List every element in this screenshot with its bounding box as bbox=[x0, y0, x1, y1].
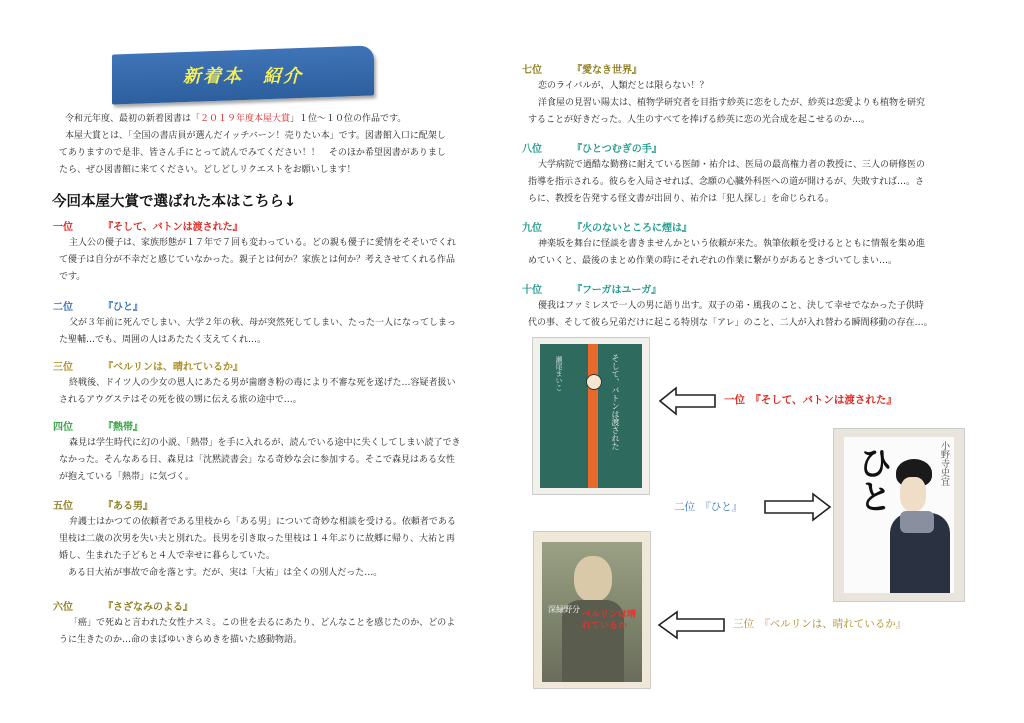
rank-7-title: 『愛なき世界』 bbox=[572, 65, 642, 76]
rank-6-pos: 六位 bbox=[53, 602, 73, 613]
book-2-figure-scarf bbox=[900, 511, 934, 533]
left-arrow-icon bbox=[658, 386, 718, 416]
book-3-figure-face bbox=[574, 556, 612, 602]
rank-4-desc bbox=[59, 435, 509, 486]
intro-line-1 bbox=[59, 111, 504, 128]
book-3-cover bbox=[542, 542, 642, 682]
rank-10-title: 『フーガはユーガ』 bbox=[572, 285, 662, 296]
rank-6-heading bbox=[53, 598, 193, 613]
rank-6-title: 『さざなみのよる』 bbox=[103, 602, 193, 613]
rank-8-pos: 八位 bbox=[522, 144, 542, 155]
intro-line1-a: 令和元年度、最初の新着図書は「 bbox=[65, 114, 201, 124]
rank-7-desc-line: 洋食屋の見習い陽太は、植物学研究者を目指す紗英に恋をしたが、紗英は恋愛よりも植物を研究 bbox=[538, 98, 926, 108]
rank-9-title: 『火のないところに煙は』 bbox=[572, 223, 692, 234]
book-1-label-title: 『そして、バトンは渡された』 bbox=[755, 394, 897, 406]
rank-4-desc-line: 森見は学生時代に幻の小説、「熱帯」を手に入れるが、読んでいる途中に失くしてしまい読了でき bbox=[69, 438, 461, 448]
rank-5-desc-line: 弁護士はかつての依頼者である里枝から「ある男」について奇妙な相談を受ける。依頼者である bbox=[69, 517, 456, 527]
rank-1-desc bbox=[59, 235, 509, 286]
rank-4-desc-line: なかった。そんなある日、森見は「沈黙読書会」なる奇妙な会に参加する。そこで森見はある女性 bbox=[59, 455, 456, 465]
rank-5-desc-line: ある日大祐が事故で命を落とす。だが、実は「大祐」は全くの別人だった…。 bbox=[59, 568, 383, 578]
rank-4-heading bbox=[53, 418, 143, 433]
book-1-cover bbox=[540, 344, 642, 488]
rank-5-desc-line: 婚し、生まれた子どもと４人で幸せに暮らしていた。 bbox=[59, 551, 276, 561]
book-1-photo bbox=[533, 338, 649, 494]
rank-1-desc-line: 主人公の優子は、家族形態が１７年で７回も変わっている。どの親も優子に愛情をそそいでくれ bbox=[69, 238, 456, 248]
rank-5-desc bbox=[59, 514, 509, 582]
rank-5-desc-line: 里枝は二歳の次男を失い夫と別れた。長男を引き取った里枝は１４年ぶりに故郷に帰り、大祐と再 bbox=[59, 534, 456, 544]
book-1-cover-title: そして、バトンは渡された bbox=[611, 354, 620, 450]
book-3-label-title: 『ベルリンは、晴れているか』 bbox=[764, 618, 907, 630]
right-arrow-icon bbox=[763, 492, 833, 522]
book-2-cover-author: 小野寺史宜 bbox=[939, 441, 949, 486]
banner-title: 新着本 紹介 bbox=[183, 66, 303, 87]
rank-9-desc-line: 神楽坂を舞台に怪談を書きませんかという依頼が来た。執筆依頼を受けるとともに情報を集め進 bbox=[538, 239, 926, 249]
rank-9-heading bbox=[522, 219, 692, 234]
rank-7-desc-line: 恋のライバルが、人類だとは限らない！？ bbox=[538, 81, 709, 91]
rank-5-heading bbox=[53, 497, 153, 512]
rank-8-desc-line: 大学病院で過酷な勤務に耐えている医師・祐介は、医局の最高権力者の教授に、三人の研修医の bbox=[538, 160, 926, 170]
rank-8-heading bbox=[522, 140, 662, 155]
rank-9-pos: 九位 bbox=[522, 223, 542, 234]
rank-6-desc bbox=[59, 615, 509, 649]
rank-8-desc-line: 指導を指示される。彼らを入局させれば、念願の心臓外科医への道が開けるが、失敗すれば…。さ bbox=[528, 177, 925, 187]
rank-7-heading bbox=[522, 61, 642, 76]
rank-6-desc-line: 「癌」で死ぬと言われた女性ナスミ。この世を去るにあたり、どんなことを感じたのか、どのよ bbox=[69, 618, 456, 628]
rank-2-desc bbox=[59, 315, 509, 349]
rank-7-desc bbox=[528, 78, 983, 129]
rank-8-title: 『ひとつむぎの手』 bbox=[572, 144, 662, 155]
rank-3-desc-line: されるアウグステはその死を彼の甥に伝える旅の途中で…。 bbox=[59, 395, 302, 405]
rank-2-pos: 二位 bbox=[53, 302, 73, 313]
rank-10-desc-line: 優我はファミレスで一人の男に語り出す。双子の弟・風我のこと、決して幸せでなかった子供時 bbox=[538, 301, 924, 311]
rank-4-pos: 四位 bbox=[53, 422, 73, 433]
book-1-orange-band bbox=[588, 344, 598, 488]
rank-8-desc bbox=[528, 157, 983, 208]
rank-5-pos: 五位 bbox=[53, 501, 73, 512]
main-heading: 今回本屋大賞で選ばれた本はこちら↓ bbox=[52, 194, 297, 210]
book-2-cover-title: ひと bbox=[852, 445, 892, 513]
rank-4-title: 『熱帯』 bbox=[103, 422, 143, 433]
rank-2-heading bbox=[53, 298, 143, 313]
rank-3-desc-line: 終戦後、ドイツ人の少女の恩人にあたる男が歯磨き粉の毒により不審な死を遂げた…容疑者扱い bbox=[69, 378, 456, 388]
rank-10-desc-line: 代の事、そして彼ら兄弟だけに起こる特別な「アレ」のこと、二人が入れ替わる瞬間移動の存在…。 bbox=[528, 318, 933, 328]
book-2-cover bbox=[844, 437, 954, 593]
rank-6-desc-line: うに生きたのか…命のまばゆいきらめきを描いた感動物語。 bbox=[59, 635, 303, 645]
rank-7-pos: 七位 bbox=[522, 65, 542, 76]
rank-8-desc-line: らに、教授を告発する怪文書が出回り、祐介は「犯人探し」を命じられる。 bbox=[528, 194, 835, 204]
book-1-label bbox=[724, 392, 897, 407]
rank-4-desc-line: が抱えている「熱帯」に気づく。 bbox=[59, 472, 194, 482]
book-3-cover-title: ベルリンは晴れているか bbox=[582, 610, 637, 631]
intro-line-3: てありますので是非、皆さん手にとって読んでみてください！！ そのほか希望図書がありまし bbox=[59, 148, 446, 158]
rank-3-title: 『ベルリンは、晴れているか』 bbox=[103, 362, 243, 373]
book-2-label-title: 『ひと』 bbox=[705, 501, 743, 513]
book-3-label bbox=[733, 616, 906, 631]
intro-line1-b: 」１位～１０位の作品です。 bbox=[290, 114, 407, 124]
rank-3-pos: 三位 bbox=[53, 362, 73, 373]
book-2-label-pos: 二位 bbox=[674, 501, 695, 513]
rank-3-desc bbox=[59, 375, 509, 409]
rank-1-heading bbox=[53, 218, 243, 233]
rank-3-heading bbox=[53, 358, 243, 373]
rank-2-desc-line: 父が３年前に死んでしまい、大学２年の秋、母が突然死してしまい、たった一人になってしまっ bbox=[69, 318, 457, 328]
intro-text bbox=[59, 111, 504, 179]
book-3-photo bbox=[534, 532, 650, 688]
rank-1-title: 『そして、バトンは渡された』 bbox=[103, 222, 243, 233]
book-1-label-pos: 一位 bbox=[724, 394, 745, 406]
rank-10-pos: 十位 bbox=[522, 285, 542, 296]
intro-line-2: 本屋大賞とは、「全国の書店員が選んだイッチバーン！売りたい本」です。図書館入口に配架し bbox=[65, 131, 446, 141]
book-1-cover-author: 瀬尾まいこ bbox=[555, 356, 563, 391]
title-banner bbox=[112, 45, 374, 104]
book-3-cover-author: 深緑野分 bbox=[548, 605, 580, 614]
book-2-figure-face bbox=[900, 477, 926, 511]
book-1-figure bbox=[586, 374, 602, 390]
book-3-label-pos: 三位 bbox=[733, 618, 754, 630]
rank-2-desc-line: た聖輔…でも、周囲の人はあたたく支えてくれ…。 bbox=[59, 335, 267, 345]
intro-line-4: たら、ぜひ図書館に来てください。どしどしリクエストをお願いします！ bbox=[59, 165, 356, 175]
rank-2-title: 『ひと』 bbox=[103, 302, 143, 313]
intro-award-name: ２０１９年度本屋大賞 bbox=[200, 114, 291, 124]
rank-10-heading bbox=[522, 281, 661, 296]
rank-9-desc bbox=[528, 236, 983, 270]
book-2-label bbox=[674, 499, 742, 514]
left-arrow-icon bbox=[657, 610, 727, 640]
rank-7-desc-line: することが好きだった。人生のすべてを捧げる紗英に恋の光合成を起こせるのか…。 bbox=[528, 115, 870, 125]
rank-1-desc-line: です。 bbox=[59, 272, 86, 282]
rank-5-title: 『ある男』 bbox=[103, 501, 153, 512]
rank-1-desc-line: て優子は自分が不幸だと感じていなかった。親子とは何か？家族とは何か？考えさせてくれる作品 bbox=[59, 255, 456, 265]
book-2-photo bbox=[834, 429, 964, 601]
rank-9-desc-line: めていくと、最後のまとめ作業の時にそれぞれの作業に繋がりがあるときづいてしまい…。 bbox=[528, 256, 898, 266]
rank-10-desc bbox=[528, 298, 983, 332]
rank-1-pos: 一位 bbox=[53, 222, 73, 233]
